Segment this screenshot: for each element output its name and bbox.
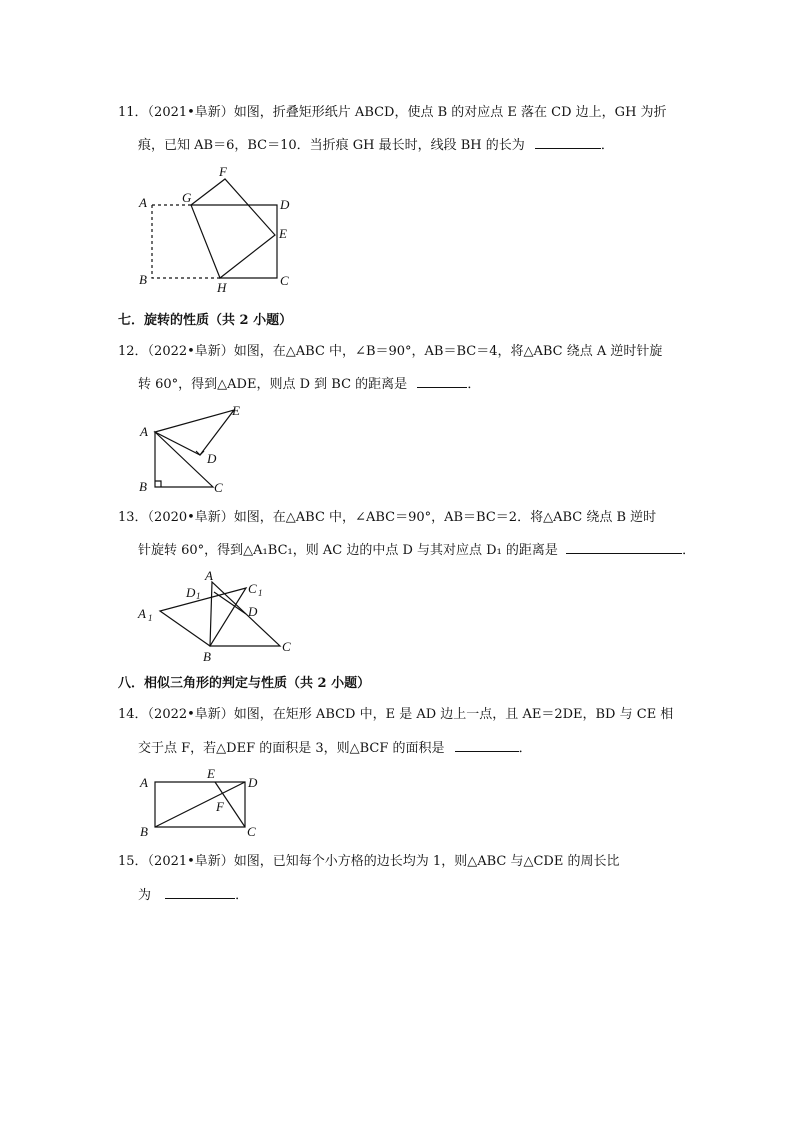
- q15-line1: 15．（2021•阜新）如图，已知每个小方格的边长均为 1，则△ABC 与△CDE 的周长比: [118, 854, 620, 869]
- q14-label-d: D: [248, 775, 258, 790]
- q14-diagonal-bd: [155, 782, 245, 827]
- q12-right-angle-b: [155, 481, 161, 487]
- q11-figure: [130, 160, 310, 300]
- q14-line2: [138, 737, 532, 758]
- q12-triangle-abc: [155, 432, 213, 487]
- q14-end: ．: [518, 741, 532, 756]
- q13-label-a1: A: [138, 606, 146, 621]
- q13-label-c1: C: [248, 581, 257, 596]
- q12-label-b: B: [139, 479, 147, 494]
- q11-line2: [138, 134, 614, 155]
- q13-line2: [138, 539, 695, 560]
- q13-label-d1-sub: 1: [196, 591, 201, 601]
- q12-line1: 12．（2022•阜新）如图，在△ABC 中，∠B＝90°，AB＝BC＝4，将△ABC 绕点 A 逆时针旋: [118, 344, 663, 359]
- q13-triangle-a1bc1: [160, 588, 246, 646]
- q13-label-d: D: [248, 604, 258, 619]
- q12-figure: [130, 400, 270, 500]
- q15-answer-blank[interactable]: [165, 884, 235, 899]
- q11-line1: 11．（2021•阜新）如图，折叠矩形纸片 ABCD，使点 B 的对应点 E 落在 CD 边上，GH 为折: [118, 105, 667, 120]
- q14-answer-blank[interactable]: [455, 737, 519, 752]
- q15-line2: [138, 884, 248, 905]
- q11-label-g: G: [182, 190, 192, 205]
- section-7-title: 七．旋转的性质（共 2 小题）: [118, 313, 293, 328]
- q14-label-f: F: [216, 799, 224, 814]
- q11-label-a: A: [139, 195, 147, 210]
- q13-label-a1-sub: 1: [148, 613, 153, 623]
- q14-label-a: A: [140, 775, 148, 790]
- q12-right-angle-d: [196, 451, 204, 455]
- q11-answer-blank[interactable]: [535, 134, 601, 149]
- q15-line2-text: 为: [138, 888, 152, 903]
- q12-label-d: D: [207, 451, 217, 466]
- q11-label-h: H: [217, 280, 227, 295]
- q11-label-c: C: [280, 273, 289, 288]
- q13-label-b: B: [203, 649, 211, 664]
- q11-folded-quad: [191, 179, 275, 278]
- q11-line2-text: 痕，已知 AB＝6，BC＝10．当折痕 GH 最长时，线段 BH 的长为: [138, 138, 525, 153]
- q13-label-a: A: [205, 568, 213, 583]
- q11-label-b: B: [139, 272, 147, 287]
- q12-line2: [138, 373, 480, 394]
- q11-end: ．: [600, 138, 614, 153]
- q14-figure: [130, 764, 280, 844]
- q12-line2-text: 转 60°，得到△ADE，则点 D 到 BC 的距离是: [138, 377, 408, 392]
- q11-label-d: D: [280, 197, 290, 212]
- q12-end: ．: [467, 377, 481, 392]
- q13-figure: [130, 566, 310, 666]
- q13-end: ．: [682, 543, 696, 558]
- section-8-title: 八．相似三角形的判定与性质（共 2 小题）: [118, 676, 371, 691]
- q14-label-c: C: [247, 824, 256, 839]
- q14-label-b: B: [140, 824, 148, 839]
- q13-label-c: C: [282, 639, 291, 654]
- q13-answer-blank[interactable]: [566, 539, 682, 554]
- q12-answer-blank[interactable]: [417, 373, 467, 388]
- q12-label-c: C: [214, 480, 223, 495]
- q11-label-f: F: [219, 164, 227, 179]
- q13-line2-text: 针旋转 60°，得到△A₁BC₁，则 AC 边的中点 D 与其对应点 D₁ 的距离是: [138, 543, 558, 558]
- q12-label-a: A: [140, 424, 148, 439]
- q13-label-c1-sub: 1: [258, 588, 263, 598]
- q15-end: ．: [235, 888, 249, 903]
- q11-dashed-edges: [152, 205, 220, 278]
- q14-line1: 14．（2022•阜新）如图，在矩形 ABCD 中，E 是 AD 边上一点，且 AE＝2DE，BD 与 CE 相: [118, 707, 674, 722]
- q13-line1: 13．（2020•阜新）如图，在△ABC 中，∠ABC＝90°，AB＝BC＝2．将△ABC 绕点 B 逆时: [118, 510, 657, 525]
- q12-label-e: E: [232, 403, 240, 418]
- q14-label-e: E: [207, 766, 215, 781]
- q12-triangle-ade: [155, 410, 234, 455]
- q13-label-d1: D: [186, 585, 196, 600]
- q14-line2-text: 交于点 F，若△DEF 的面积是 3，则△BCF 的面积是: [138, 741, 445, 756]
- q11-label-e: E: [279, 226, 287, 241]
